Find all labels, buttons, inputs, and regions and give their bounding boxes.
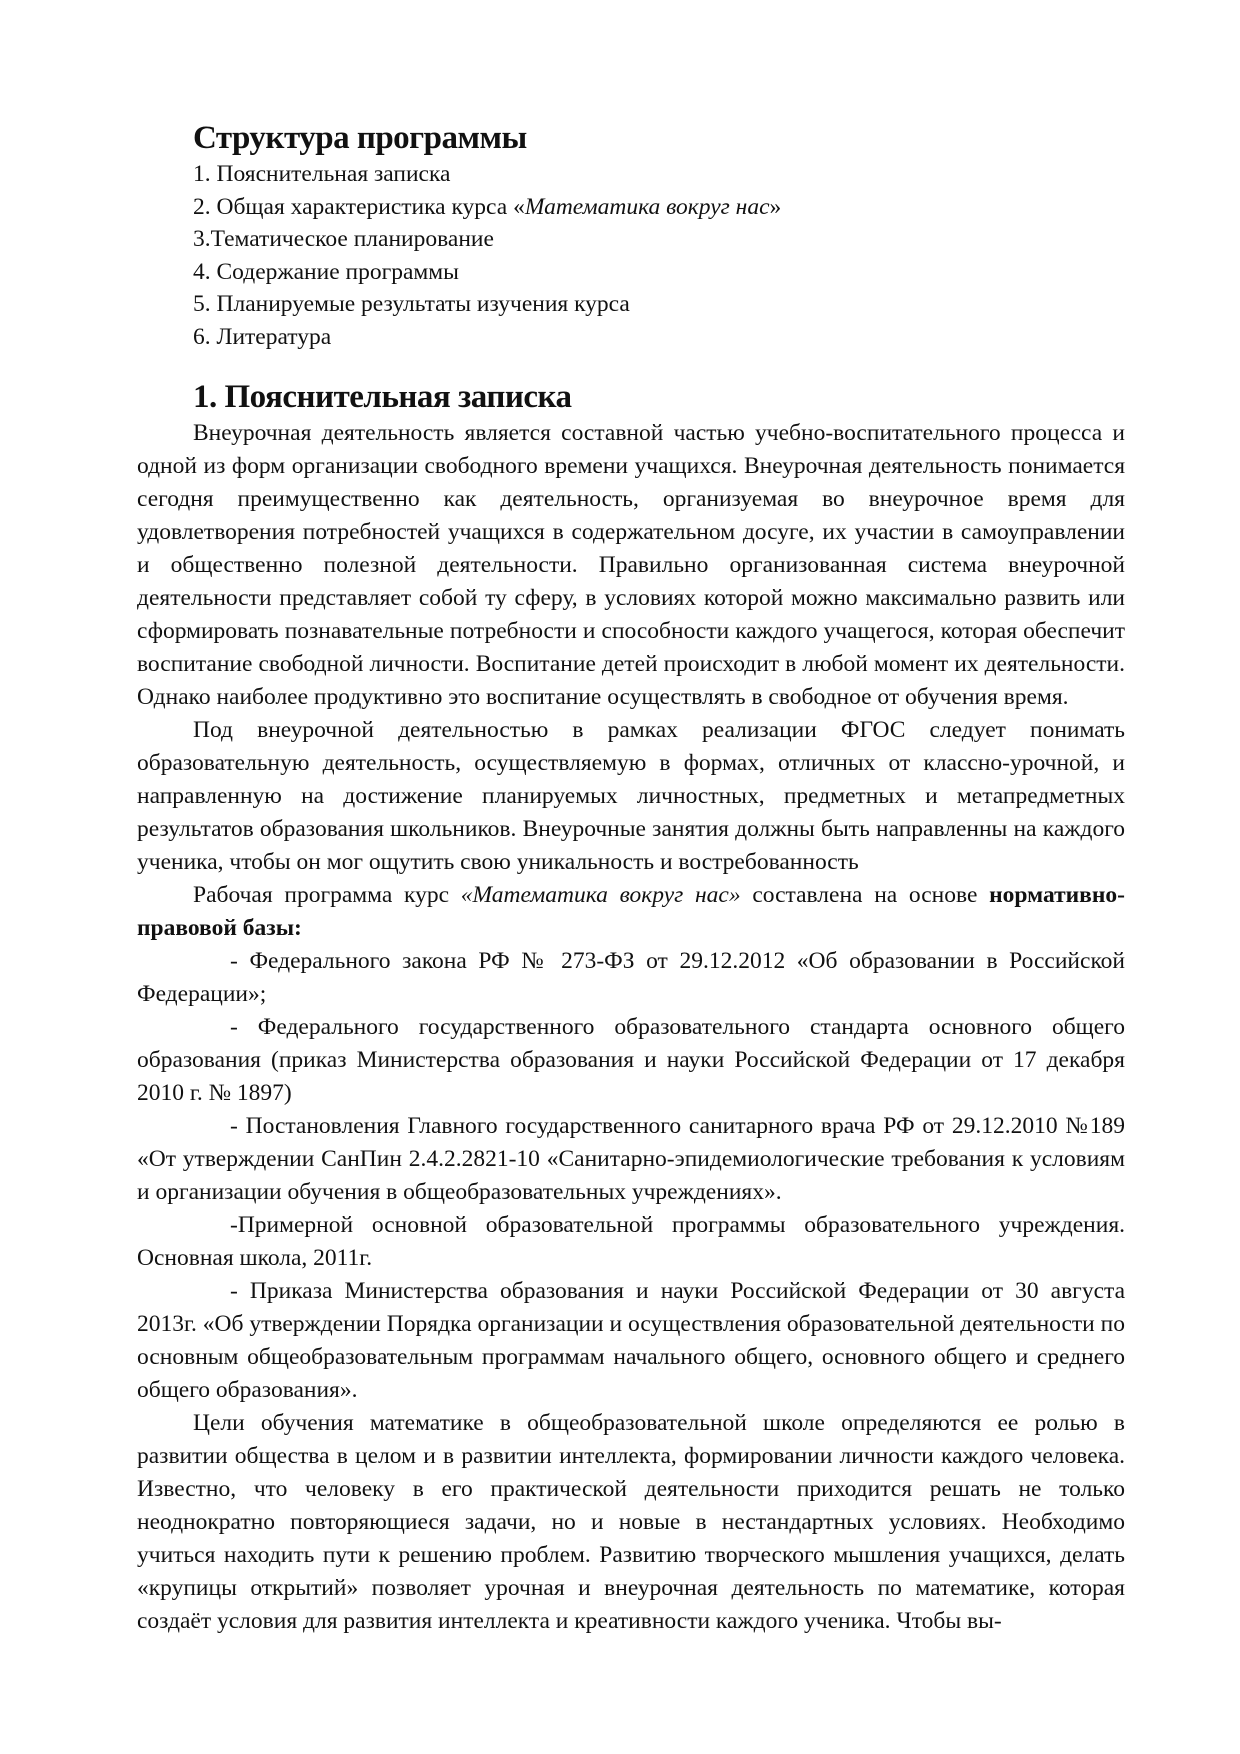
table-of-contents (137, 158, 1125, 353)
law-item-1: - Федерального закона РФ № 273-ФЗ от 29.12.2012 «Об образовании в Российской Федерации»; (137, 948, 1125, 1007)
toc-item-3: 3.Тематическое планирование (193, 226, 494, 252)
toc-item-2-text: 2. Общая характеристика курса « (193, 193, 525, 220)
section-1-title: 1. Пояснительная записка (193, 379, 572, 415)
toc-item-6: 6. Литература (193, 323, 332, 350)
basis-text-start: Рабочая программа курс (193, 882, 461, 908)
paragraph-goals: Цели обучения математике в общеобразовательной школе определяются ее ролью в развитии общества в целом и в развитии интеллекта, формировании личности каждого человека. Известно, что человеку в его практической деятельности приходится решать не только неоднократно повторяющиеся задачи, но и новые в нестандартных условиях. Необходимо учиться находить пути к решению проблем. Развитию творческого мышления учащихся, делать «крупицы открытий» позволяет урочная и внеурочная деятельность по математике, которая создаёт условия для развития интеллекта и креативности каждого ученика. Чтобы вы- (137, 1410, 1125, 1634)
toc-item-2 (193, 191, 1125, 224)
law-item-2: - Федерального государственного образовательного стандарта основного общего образования (приказ Министерства образования и науки Российской Федерации от 17 декабря 2010 г. № 1897) (137, 1014, 1125, 1106)
toc-item-5: 5. Планируемые результаты изучения курса (193, 291, 630, 317)
paragraph-intro: Внеурочная деятельность является составной частью учебно-воспитательного процесса и одной из форм организации свободного времени учащихся. Внеурочная деятельность понимается сегодня преимущественно как деятельность, организуемая во внеурочное время для удовлетворения потребностей учащихся в содержательном досуге, их участии в самоуправлении и общественно полезной деятельности. Правильно организованная система внеурочной деятельности представляет собой ту сферу, в условиях которой можно максимально развить или сформировать познавательные потребности и способности каждого учащегося, которая обеспечит воспитание свободной личности. Воспитание детей происходит в любой момент их деятельности. Однако наиболее продуктивно это воспитание осуществлять в свободное от обучения время. (137, 420, 1125, 710)
paragraph-program-basis (137, 879, 1125, 945)
basis-bold-term: нормативно-правовой базы: (137, 882, 1125, 941)
page-content (137, 118, 1125, 1638)
structure-title: Структура программы (193, 120, 527, 156)
paragraph-fgos: Под внеурочной деятельностью в рамках реализации ФГОС следует понимать образовательную деятельность, осуществляемую в формах, отличных от классно-урочной, и направленную на достижение планируемых личностных, предметных и метапредметных результатов образования школьников. Внеурочные занятия должны быть направленны на каждого ученика, чтобы он мог ощутить свою уникальность и востребованность (137, 717, 1125, 875)
basis-text-middle: составлена на основе (740, 882, 990, 908)
course-name-italic: Математика вокруг нас (524, 193, 770, 220)
law-item-3: - Постановления Главного государственного санитарного врача РФ от 29.12.2010 №189 «От утверждении СанПин 2.4.2.2821-10 «Санитарно-эпидемиологические требования к условиям и организации обучения в общеобразовательных учреждениях». (137, 1113, 1125, 1205)
toc-item-2-close-quote: » (769, 193, 782, 220)
toc-item-1: 1. Пояснительная записка (193, 161, 451, 187)
law-item-4: -Примерной основной образовательной программы образовательного учреждения. Основная школа, 2011г. (137, 1212, 1125, 1271)
law-item-5: - Приказа Министерства образования и науки Российской Федерации от 30 августа 2013г. «Об утверждении Порядка организации и осуществления образовательной деятельности по основным общеобразовательным программам начального общего, основного общего и среднего общего образования». (137, 1278, 1125, 1403)
basis-course-italic: «Математика вокруг нас» (460, 882, 741, 908)
toc-item-4: 4. Содержание программы (193, 258, 459, 285)
